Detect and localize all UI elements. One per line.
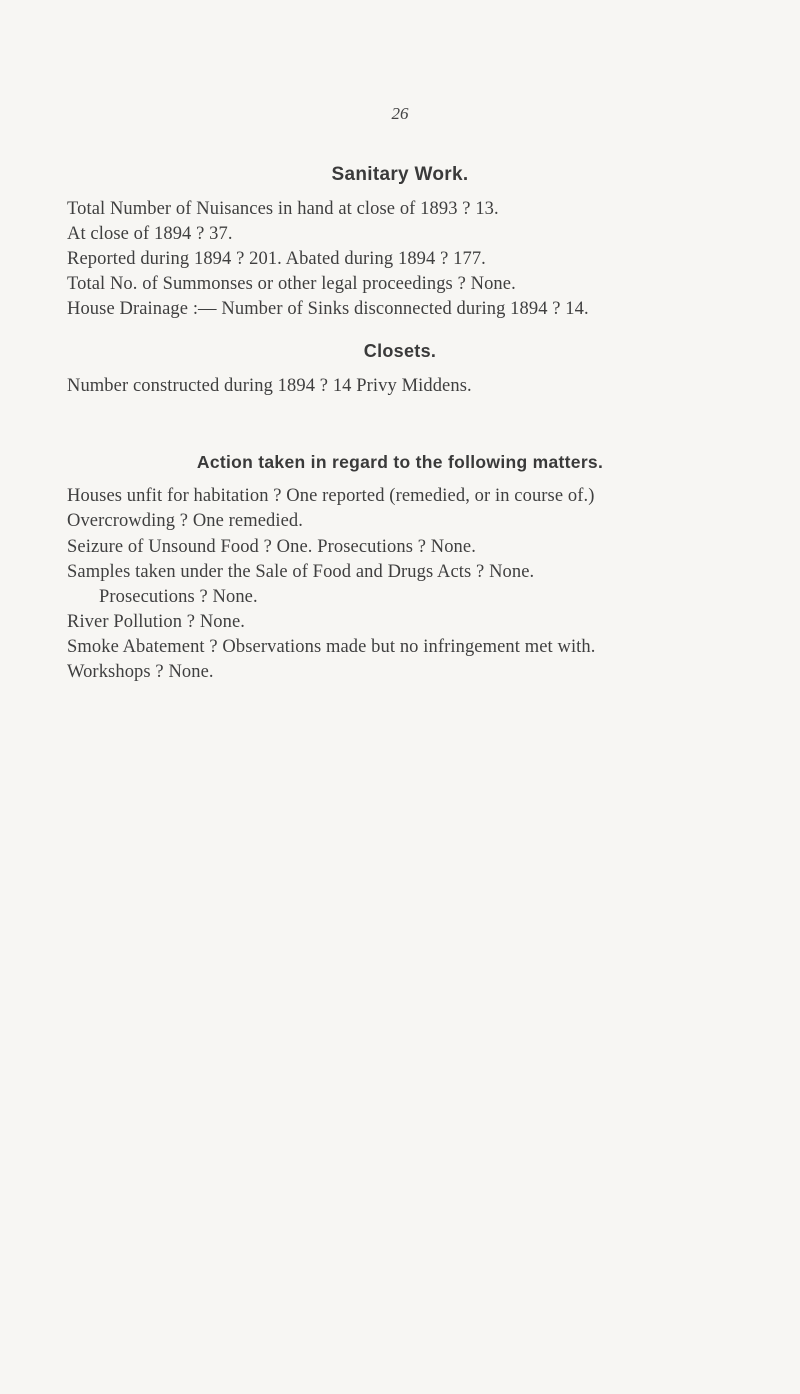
sanitary-work-heading: Sanitary Work. [331, 164, 469, 185]
text-line: Reported during 1894 ? 201. Abated during 1894 ? 177. [67, 249, 486, 269]
text-line: Total No. of Summonses or other legal proceedings ? None. [67, 274, 516, 294]
text-line: Prosecutions ? None. [99, 587, 258, 607]
page-number: 26 [391, 104, 409, 123]
text-line: Workshops ? None. [67, 662, 214, 682]
text-line: Total Number of Nuisances in hand at close of 1893 ? 13. [67, 199, 499, 219]
text-line: Overcrowding ? One remedied. [67, 511, 304, 531]
text-line: Smoke Abatement ? Observations made but no infringement met with. [67, 637, 596, 657]
action-heading: Action taken in regard to the following matters. [196, 452, 604, 472]
text-line: At close of 1894 ? 37. [67, 224, 233, 244]
text-line: Samples taken under the Sale of Food and Drugs Acts ? None. [67, 562, 535, 582]
text-line: Number constructed during 1894 ? 14 Privy Middens. [67, 376, 472, 396]
text-line: Seizure of Unsound Food ? One. Prosecutions ? None. [67, 537, 476, 557]
text-line: House Drainage :— Number of Sinks disconnected during 1894 ? 14. [67, 299, 589, 319]
text-line: River Pollution ? None. [67, 612, 246, 632]
closets-heading: Closets. [363, 341, 437, 361]
text-line: Houses unfit for habitation ? One reported (remedied, or in course of.) [67, 486, 595, 506]
